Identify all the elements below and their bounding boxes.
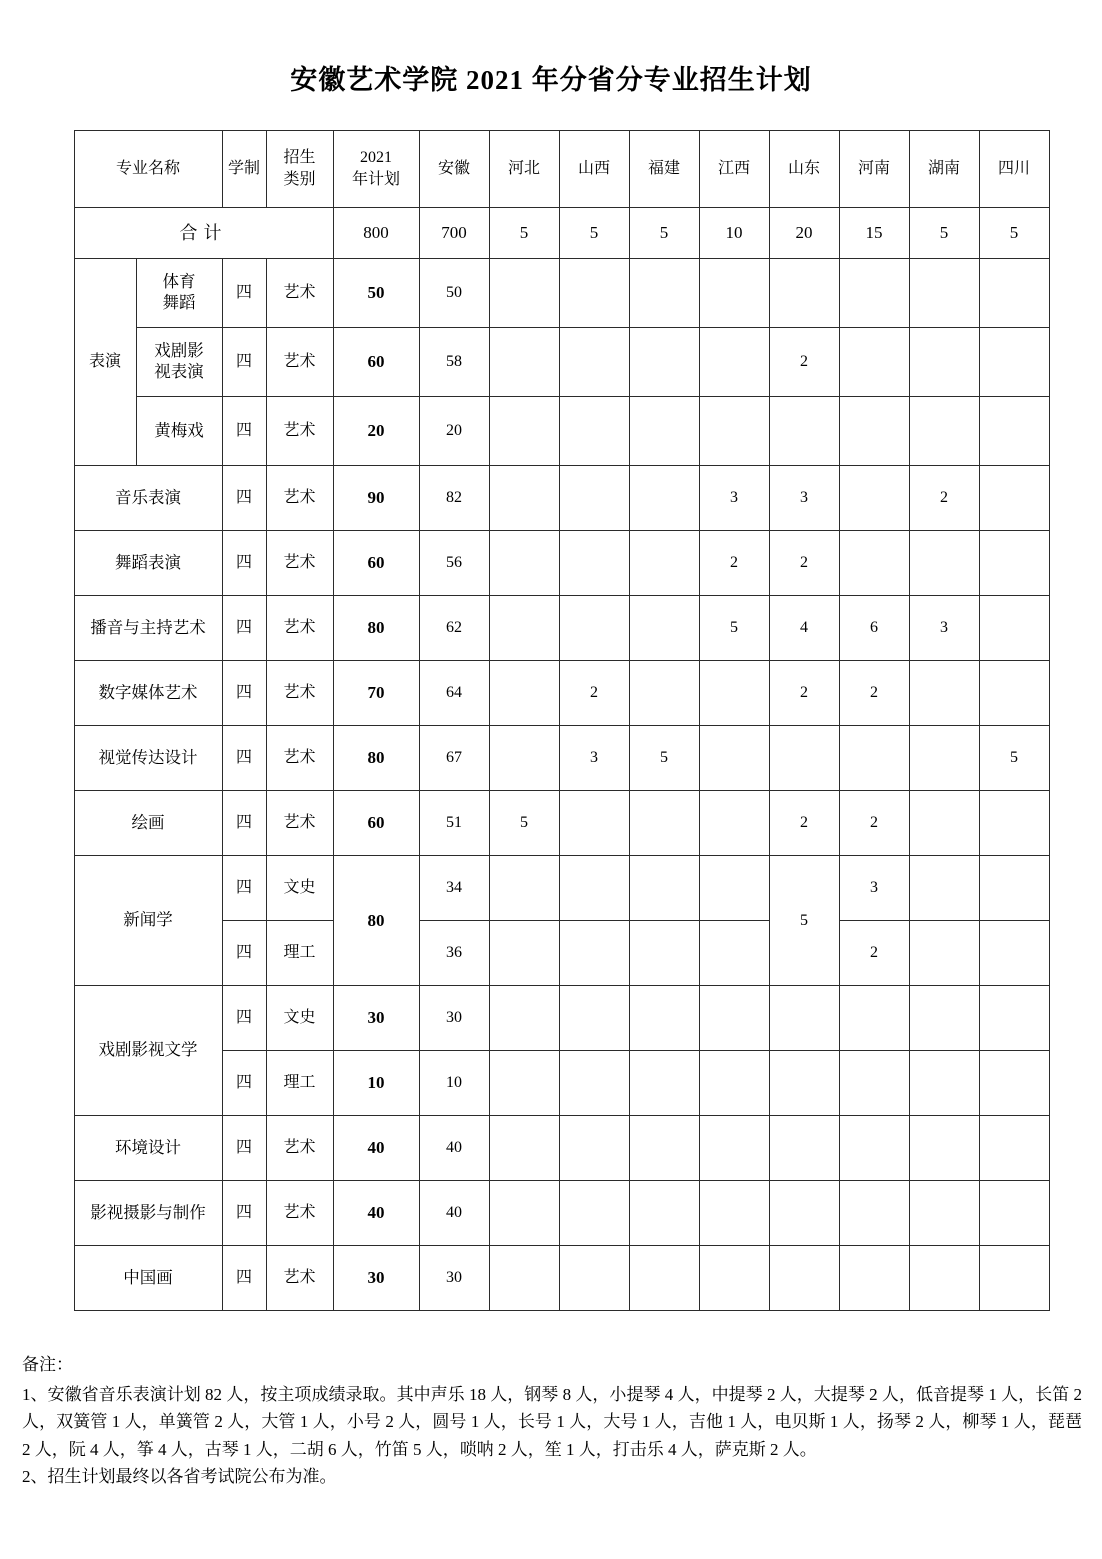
category: 艺术 [266, 466, 333, 531]
duration: 四 [222, 726, 266, 791]
category: 艺术 [266, 328, 333, 397]
table-row [74, 397, 1049, 466]
prov-shanxi [559, 596, 629, 661]
prov-shandong [769, 986, 839, 1051]
prov-jiangxi: 3 [699, 466, 769, 531]
prov-shanxi [559, 1116, 629, 1181]
total-shandong: 20 [769, 208, 839, 259]
prov-henan [839, 531, 909, 596]
prov-anhui: 30 [419, 1246, 489, 1311]
major-name-line2: 视表演 [154, 362, 204, 381]
header-duration: 学制 [222, 131, 266, 208]
prov-shanxi [559, 397, 629, 466]
prov-sichuan [979, 791, 1049, 856]
prov-jiangxi [699, 661, 769, 726]
prov-fujian [629, 986, 699, 1051]
header-province-fujian: 福建 [629, 131, 699, 208]
prov-hunan [909, 1051, 979, 1116]
major-name: 新闻学 [74, 856, 222, 986]
prov-hunan [909, 986, 979, 1051]
table-row [74, 466, 1049, 531]
prov-henan [839, 726, 909, 791]
major-name: 中国画 [74, 1246, 222, 1311]
prov-hebei [489, 259, 559, 328]
prov-henan [839, 328, 909, 397]
prov-hunan [909, 1116, 979, 1181]
prov-henan [839, 1051, 909, 1116]
plan-total: 90 [333, 466, 419, 531]
prov-shanxi [559, 791, 629, 856]
header-province-sichuan: 四川 [979, 131, 1049, 208]
major-name: 视觉传达设计 [74, 726, 222, 791]
plan-total: 30 [333, 1246, 419, 1311]
prov-shanxi [559, 466, 629, 531]
duration: 四 [222, 1116, 266, 1181]
category: 艺术 [266, 259, 333, 328]
duration: 四 [222, 596, 266, 661]
prov-shandong [769, 726, 839, 791]
duration: 四 [222, 1181, 266, 1246]
prov-jiangxi [699, 921, 769, 986]
prov-sichuan [979, 596, 1049, 661]
duration: 四 [222, 856, 266, 921]
prov-hebei: 5 [489, 791, 559, 856]
category: 艺术 [266, 726, 333, 791]
header-province-shandong: 山东 [769, 131, 839, 208]
category: 艺术 [266, 397, 333, 466]
duration: 四 [222, 661, 266, 726]
category: 艺术 [266, 1246, 333, 1311]
prov-jiangxi: 5 [699, 596, 769, 661]
prov-fujian [629, 1246, 699, 1311]
total-hebei: 5 [489, 208, 559, 259]
table-row [74, 791, 1049, 856]
prov-shandong: 2 [769, 531, 839, 596]
prov-hebei [489, 531, 559, 596]
prov-henan [839, 1181, 909, 1246]
prov-anhui: 51 [419, 791, 489, 856]
plan-total: 60 [333, 531, 419, 596]
category: 理工 [266, 1051, 333, 1116]
prov-henan [839, 1246, 909, 1311]
total-henan: 15 [839, 208, 909, 259]
table-row [74, 856, 1049, 921]
prov-anhui: 34 [419, 856, 489, 921]
prov-hunan [909, 1246, 979, 1311]
total-fujian: 5 [629, 208, 699, 259]
major-name-line1: 体育 [162, 272, 196, 292]
header-plan [333, 131, 419, 208]
prov-sichuan [979, 986, 1049, 1051]
total-plan: 800 [333, 208, 419, 259]
prov-hebei [489, 661, 559, 726]
prov-henan [839, 397, 909, 466]
category: 艺术 [266, 1181, 333, 1246]
plan-total: 40 [333, 1181, 419, 1246]
prov-anhui: 64 [419, 661, 489, 726]
notes-heading: 备注： [22, 1355, 73, 1374]
total-label: 合计 [74, 208, 333, 259]
prov-anhui: 67 [419, 726, 489, 791]
prov-hebei [489, 921, 559, 986]
prov-sichuan [979, 1246, 1049, 1311]
prov-jiangxi [699, 259, 769, 328]
table-row [74, 1116, 1049, 1181]
prov-jiangxi [699, 726, 769, 791]
category: 艺术 [266, 661, 333, 726]
prov-fujian [629, 1181, 699, 1246]
prov-hebei [489, 1246, 559, 1311]
prov-jiangxi [699, 791, 769, 856]
prov-shandong [769, 1181, 839, 1246]
total-shanxi: 5 [559, 208, 629, 259]
header-category [266, 131, 333, 208]
prov-henan [839, 466, 909, 531]
duration: 四 [222, 531, 266, 596]
prov-hunan [909, 791, 979, 856]
category: 艺术 [266, 596, 333, 661]
enrollment-plan-table-wrapper [74, 130, 1029, 1311]
plan-total: 60 [333, 791, 419, 856]
prov-henan: 2 [839, 921, 909, 986]
prov-hunan: 3 [909, 596, 979, 661]
plan-total: 60 [333, 328, 419, 397]
prov-hunan [909, 661, 979, 726]
prov-sichuan [979, 661, 1049, 726]
duration: 四 [222, 1246, 266, 1311]
major-name: 数字媒体艺术 [74, 661, 222, 726]
plan-total: 50 [333, 259, 419, 328]
prov-henan: 2 [839, 791, 909, 856]
header-category-line1: 招生 [283, 149, 316, 167]
note-item-2: 2、招生计划最终以各省考试院公布为准。 [22, 1467, 337, 1487]
major-name-line1: 戏剧影 [154, 341, 204, 361]
prov-hebei [489, 726, 559, 791]
table-row [74, 986, 1049, 1051]
plan-total: 10 [333, 1051, 419, 1116]
prov-sichuan [979, 1051, 1049, 1116]
prov-hebei [489, 466, 559, 531]
prov-anhui: 40 [419, 1181, 489, 1246]
notes-section [22, 1351, 1082, 1491]
prov-fujian [629, 397, 699, 466]
major-name-line2: 舞蹈 [162, 293, 196, 312]
prov-hebei [489, 596, 559, 661]
prov-shandong: 3 [769, 466, 839, 531]
prov-fujian [629, 856, 699, 921]
total-sichuan: 5 [979, 208, 1049, 259]
prov-jiangxi [699, 1181, 769, 1246]
header-major: 专业名称 [74, 131, 222, 208]
prov-hunan [909, 726, 979, 791]
category: 艺术 [266, 531, 333, 596]
category: 文史 [266, 856, 333, 921]
prov-sichuan [979, 1116, 1049, 1181]
major-name: 舞蹈表演 [74, 531, 222, 596]
prov-jiangxi [699, 1246, 769, 1311]
major-name [136, 259, 222, 328]
prov-anhui: 58 [419, 328, 489, 397]
prov-sichuan [979, 531, 1049, 596]
total-jiangxi: 10 [699, 208, 769, 259]
prov-hunan [909, 328, 979, 397]
prov-hebei [489, 1116, 559, 1181]
prov-shanxi [559, 1181, 629, 1246]
plan-total: 20 [333, 397, 419, 466]
prov-shanxi [559, 328, 629, 397]
table-row [74, 328, 1049, 397]
prov-anhui: 30 [419, 986, 489, 1051]
prov-shanxi [559, 531, 629, 596]
table-header-row [74, 131, 1049, 208]
prov-sichuan [979, 856, 1049, 921]
plan-total: 80 [333, 856, 419, 986]
table-row [74, 1246, 1049, 1311]
prov-shandong [769, 259, 839, 328]
prov-shandong [769, 1246, 839, 1311]
prov-fujian [629, 921, 699, 986]
table-row [74, 531, 1049, 596]
prov-shanxi [559, 1051, 629, 1116]
prov-shandong [769, 1051, 839, 1116]
prov-shandong: 5 [769, 856, 839, 986]
prov-fujian [629, 466, 699, 531]
prov-anhui: 50 [419, 259, 489, 328]
prov-sichuan [979, 259, 1049, 328]
prov-sichuan [979, 397, 1049, 466]
prov-sichuan [979, 466, 1049, 531]
category: 理工 [266, 921, 333, 986]
prov-henan [839, 259, 909, 328]
prov-shandong: 2 [769, 328, 839, 397]
table-total-row [74, 208, 1049, 259]
duration: 四 [222, 397, 266, 466]
header-category-line2: 类别 [283, 171, 316, 188]
major-name: 环境设计 [74, 1116, 222, 1181]
plan-total: 40 [333, 1116, 419, 1181]
major-name: 影视摄影与制作 [74, 1181, 222, 1246]
prov-shanxi [559, 259, 629, 328]
table-row [74, 1181, 1049, 1246]
prov-henan [839, 986, 909, 1051]
category: 艺术 [266, 791, 333, 856]
major-name: 黄梅戏 [136, 397, 222, 466]
header-plan-line2: 年计划 [352, 171, 401, 188]
header-plan-line1: 2021 [360, 149, 393, 167]
duration: 四 [222, 921, 266, 986]
table-row [74, 661, 1049, 726]
table-row [74, 596, 1049, 661]
prov-henan: 3 [839, 856, 909, 921]
prov-anhui: 40 [419, 1116, 489, 1181]
prov-shandong: 2 [769, 791, 839, 856]
duration: 四 [222, 986, 266, 1051]
duration: 四 [222, 791, 266, 856]
prov-hebei [489, 397, 559, 466]
prov-jiangxi [699, 986, 769, 1051]
prov-anhui: 62 [419, 596, 489, 661]
prov-jiangxi [699, 1051, 769, 1116]
prov-hunan: 2 [909, 466, 979, 531]
prov-sichuan [979, 921, 1049, 986]
page-title: 安徽艺术学院 2021 年分省分专业招生计划 [290, 65, 812, 95]
prov-shanxi [559, 986, 629, 1051]
prov-anhui: 56 [419, 531, 489, 596]
plan-total: 80 [333, 596, 419, 661]
prov-hunan [909, 856, 979, 921]
major-name: 绘画 [74, 791, 222, 856]
prov-sichuan [979, 328, 1049, 397]
prov-fujian [629, 661, 699, 726]
group-label-biaoyan: 表演 [74, 259, 136, 466]
enrollment-plan-table [74, 130, 1050, 1311]
header-province-anhui: 安徽 [419, 131, 489, 208]
prov-shanxi [559, 921, 629, 986]
duration: 四 [222, 1051, 266, 1116]
duration: 四 [222, 328, 266, 397]
prov-sichuan [979, 1181, 1049, 1246]
major-name: 音乐表演 [74, 466, 222, 531]
header-province-jiangxi: 江西 [699, 131, 769, 208]
prov-shandong: 2 [769, 661, 839, 726]
prov-hunan [909, 531, 979, 596]
category: 艺术 [266, 1116, 333, 1181]
header-province-henan: 河南 [839, 131, 909, 208]
prov-shanxi [559, 856, 629, 921]
prov-hebei [489, 986, 559, 1051]
prov-fujian [629, 1116, 699, 1181]
prov-jiangxi: 2 [699, 531, 769, 596]
prov-fujian [629, 259, 699, 328]
prov-shandong: 4 [769, 596, 839, 661]
prov-hunan [909, 259, 979, 328]
prov-hunan [909, 1181, 979, 1246]
prov-henan: 2 [839, 661, 909, 726]
header-province-hebei: 河北 [489, 131, 559, 208]
prov-fujian [629, 596, 699, 661]
header-province-shanxi: 山西 [559, 131, 629, 208]
prov-shandong [769, 397, 839, 466]
category: 文史 [266, 986, 333, 1051]
prov-shandong [769, 1116, 839, 1181]
note-item-1: 1、安徽省音乐表演计划 82 人，按主项成绩录取。其中声乐 18 人，钢琴 8 人，小提琴 4 人，中提琴 2 人，大提琴 2 人，低音提琴 1 人，长笛 2 人，双簧管 1 人，单簧管 2 人，大管 1 人，小号 2 人，圆号 1 人，长号 1 人，大号 1 人，吉他 1 人，电贝斯 1 人，扬琴 2 人，柳琴 1 人，琵琶 2 人，阮 4 人，筝 4 人，古琴 1 人，二胡 6 人，竹笛 5 人，唢呐 2 人，笙 1 人，打击乐 4 人，萨克斯 2 人。 [22, 1384, 1082, 1459]
prov-fujian [629, 531, 699, 596]
total-anhui: 700 [419, 208, 489, 259]
prov-hunan [909, 397, 979, 466]
plan-total: 30 [333, 986, 419, 1051]
prov-anhui: 82 [419, 466, 489, 531]
prov-henan: 6 [839, 596, 909, 661]
duration: 四 [222, 259, 266, 328]
prov-sichuan: 5 [979, 726, 1049, 791]
prov-hebei [489, 856, 559, 921]
table-row [74, 726, 1049, 791]
plan-total: 70 [333, 661, 419, 726]
prov-hebei [489, 1051, 559, 1116]
prov-fujian: 5 [629, 726, 699, 791]
prov-shanxi: 2 [559, 661, 629, 726]
prov-hunan [909, 921, 979, 986]
prov-fujian [629, 791, 699, 856]
prov-jiangxi [699, 397, 769, 466]
plan-total: 80 [333, 726, 419, 791]
prov-shanxi: 3 [559, 726, 629, 791]
major-name: 戏剧影视文学 [74, 986, 222, 1116]
prov-jiangxi [699, 1116, 769, 1181]
prov-henan [839, 1116, 909, 1181]
major-name: 播音与主持艺术 [74, 596, 222, 661]
total-hunan: 5 [909, 208, 979, 259]
prov-hebei [489, 328, 559, 397]
prov-anhui: 36 [419, 921, 489, 986]
duration: 四 [222, 466, 266, 531]
prov-anhui: 20 [419, 397, 489, 466]
prov-fujian [629, 328, 699, 397]
major-name [136, 328, 222, 397]
prov-fujian [629, 1051, 699, 1116]
prov-hebei [489, 1181, 559, 1246]
prov-jiangxi [699, 328, 769, 397]
header-province-hunan: 湖南 [909, 131, 979, 208]
prov-anhui: 10 [419, 1051, 489, 1116]
prov-jiangxi [699, 856, 769, 921]
prov-shanxi [559, 1246, 629, 1311]
table-row [74, 259, 1049, 328]
